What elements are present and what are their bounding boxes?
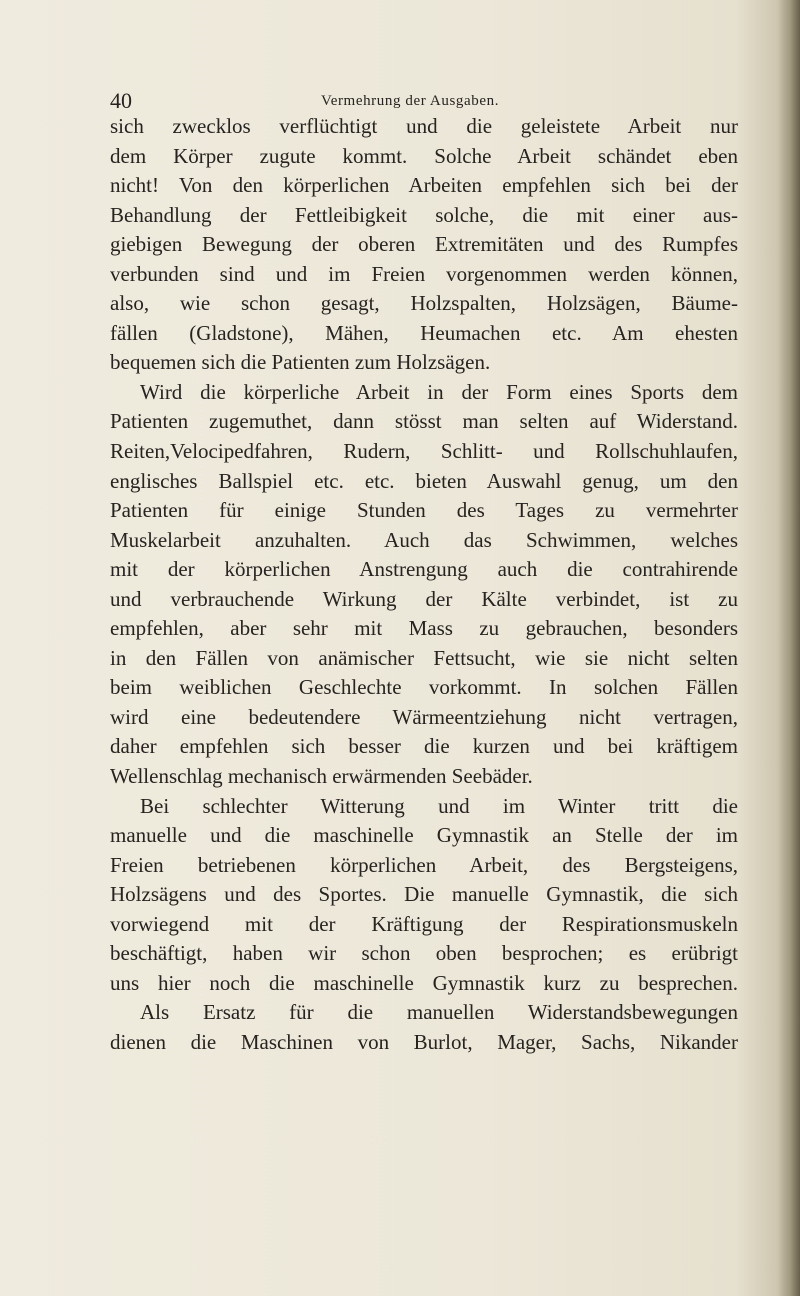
text-line: bequemen sich die Patienten zum Holzsägen. xyxy=(110,350,491,375)
text-line: sich zwecklos verflüchtigt und die geleistete Arbeit nur xyxy=(110,114,738,138)
text-line: daher empfehlen sich besser die kurzen und bei kräftigem xyxy=(110,734,738,759)
text-line: uns hier noch die maschinelle Gymnastik kurz zu besprechen. xyxy=(110,970,738,995)
text-line: nicht! Von den körperlichen Arbeiten empfehlen sich bei der xyxy=(110,173,738,198)
text-line: also, wie schon gesagt, Holzspalten, Holzsägen, Bäume- xyxy=(110,291,738,316)
text-line: vorwiegend mit der Kräftigung der Respirationsmuskeln xyxy=(110,911,738,936)
page-number: 40 xyxy=(110,88,132,113)
text-line: beim weiblichen Geschlechte vorkommt. In solchen Fällen xyxy=(110,675,738,700)
text-line: Muskelarbeit anzuhalten. Auch das Schwimmen, welches xyxy=(110,527,738,552)
text-line: Holzsägens und des Sportes. Die manuelle Gymnastik, die sich xyxy=(110,882,738,907)
text-line: Wellenschlag mechanisch erwärmenden Seebäder. xyxy=(110,764,533,789)
text-line: Reiten,Velocipedfahren, Rudern, Schlitt- und Rollschuhlaufen, xyxy=(110,439,738,464)
text-line: Bei schlechter Witterung und im Winter tritt die xyxy=(140,793,738,818)
text-line: Patienten für einige Stunden des Tages zu vermehrter xyxy=(110,498,738,523)
running-head xyxy=(110,88,710,114)
text-line: manuelle und die maschinelle Gymnastik an Stelle der im xyxy=(110,823,738,848)
text-line: wird eine bedeutendere Wärmeentziehung nicht vertragen, xyxy=(110,704,738,729)
text-line: verbunden sind und im Freien vorgenommen werden können, xyxy=(110,261,738,286)
text-line: dem Körper zugute kommt. Solche Arbeit schändet eben xyxy=(110,143,738,168)
text-line: fällen (Gladstone), Mähen, Heumachen etc. Am ehesten xyxy=(110,320,738,345)
text-line: Patienten zugemuthet, dann stösst man selten auf Widerstand. xyxy=(110,409,738,434)
text-line: Behandlung der Fettleibigkeit solche, die mit einer aus- xyxy=(110,202,738,227)
text-line: Wird die körperliche Arbeit in der Form eines Sports dem xyxy=(140,379,738,404)
text-line: und verbrauchende Wirkung der Kälte verbindet, ist zu xyxy=(110,586,738,611)
page-edge-shadow xyxy=(778,0,800,1296)
text-line: in den Fällen von anämischer Fettsucht, wie sie nicht selten xyxy=(110,645,738,670)
text-line: dienen die Maschinen von Burlot, Mager, Sachs, Nikander xyxy=(110,1029,738,1054)
text-line: Als Ersatz für die manuellen Widerstandsbewegungen xyxy=(140,1000,738,1025)
text-line: englisches Ballspiel etc. etc. bieten Auswahl genug, um den xyxy=(110,468,738,493)
text-line: empfehlen, aber sehr mit Mass zu gebrauchen, besonders xyxy=(110,616,738,641)
text-line: mit der körperlichen Anstrengung auch die contrahirende xyxy=(110,557,738,582)
text-line: giebigen Bewegung der oberen Extremitäten und des Rumpfes xyxy=(110,232,738,257)
text-line: Freien betriebenen körperlichen Arbeit, des Bergsteigens, xyxy=(110,852,738,877)
running-title: Vermehrung der Ausgaben. xyxy=(320,93,500,109)
body-text xyxy=(110,112,738,1058)
text-line: beschäftigt, haben wir schon oben besprochen; es erübrigt xyxy=(110,941,738,966)
